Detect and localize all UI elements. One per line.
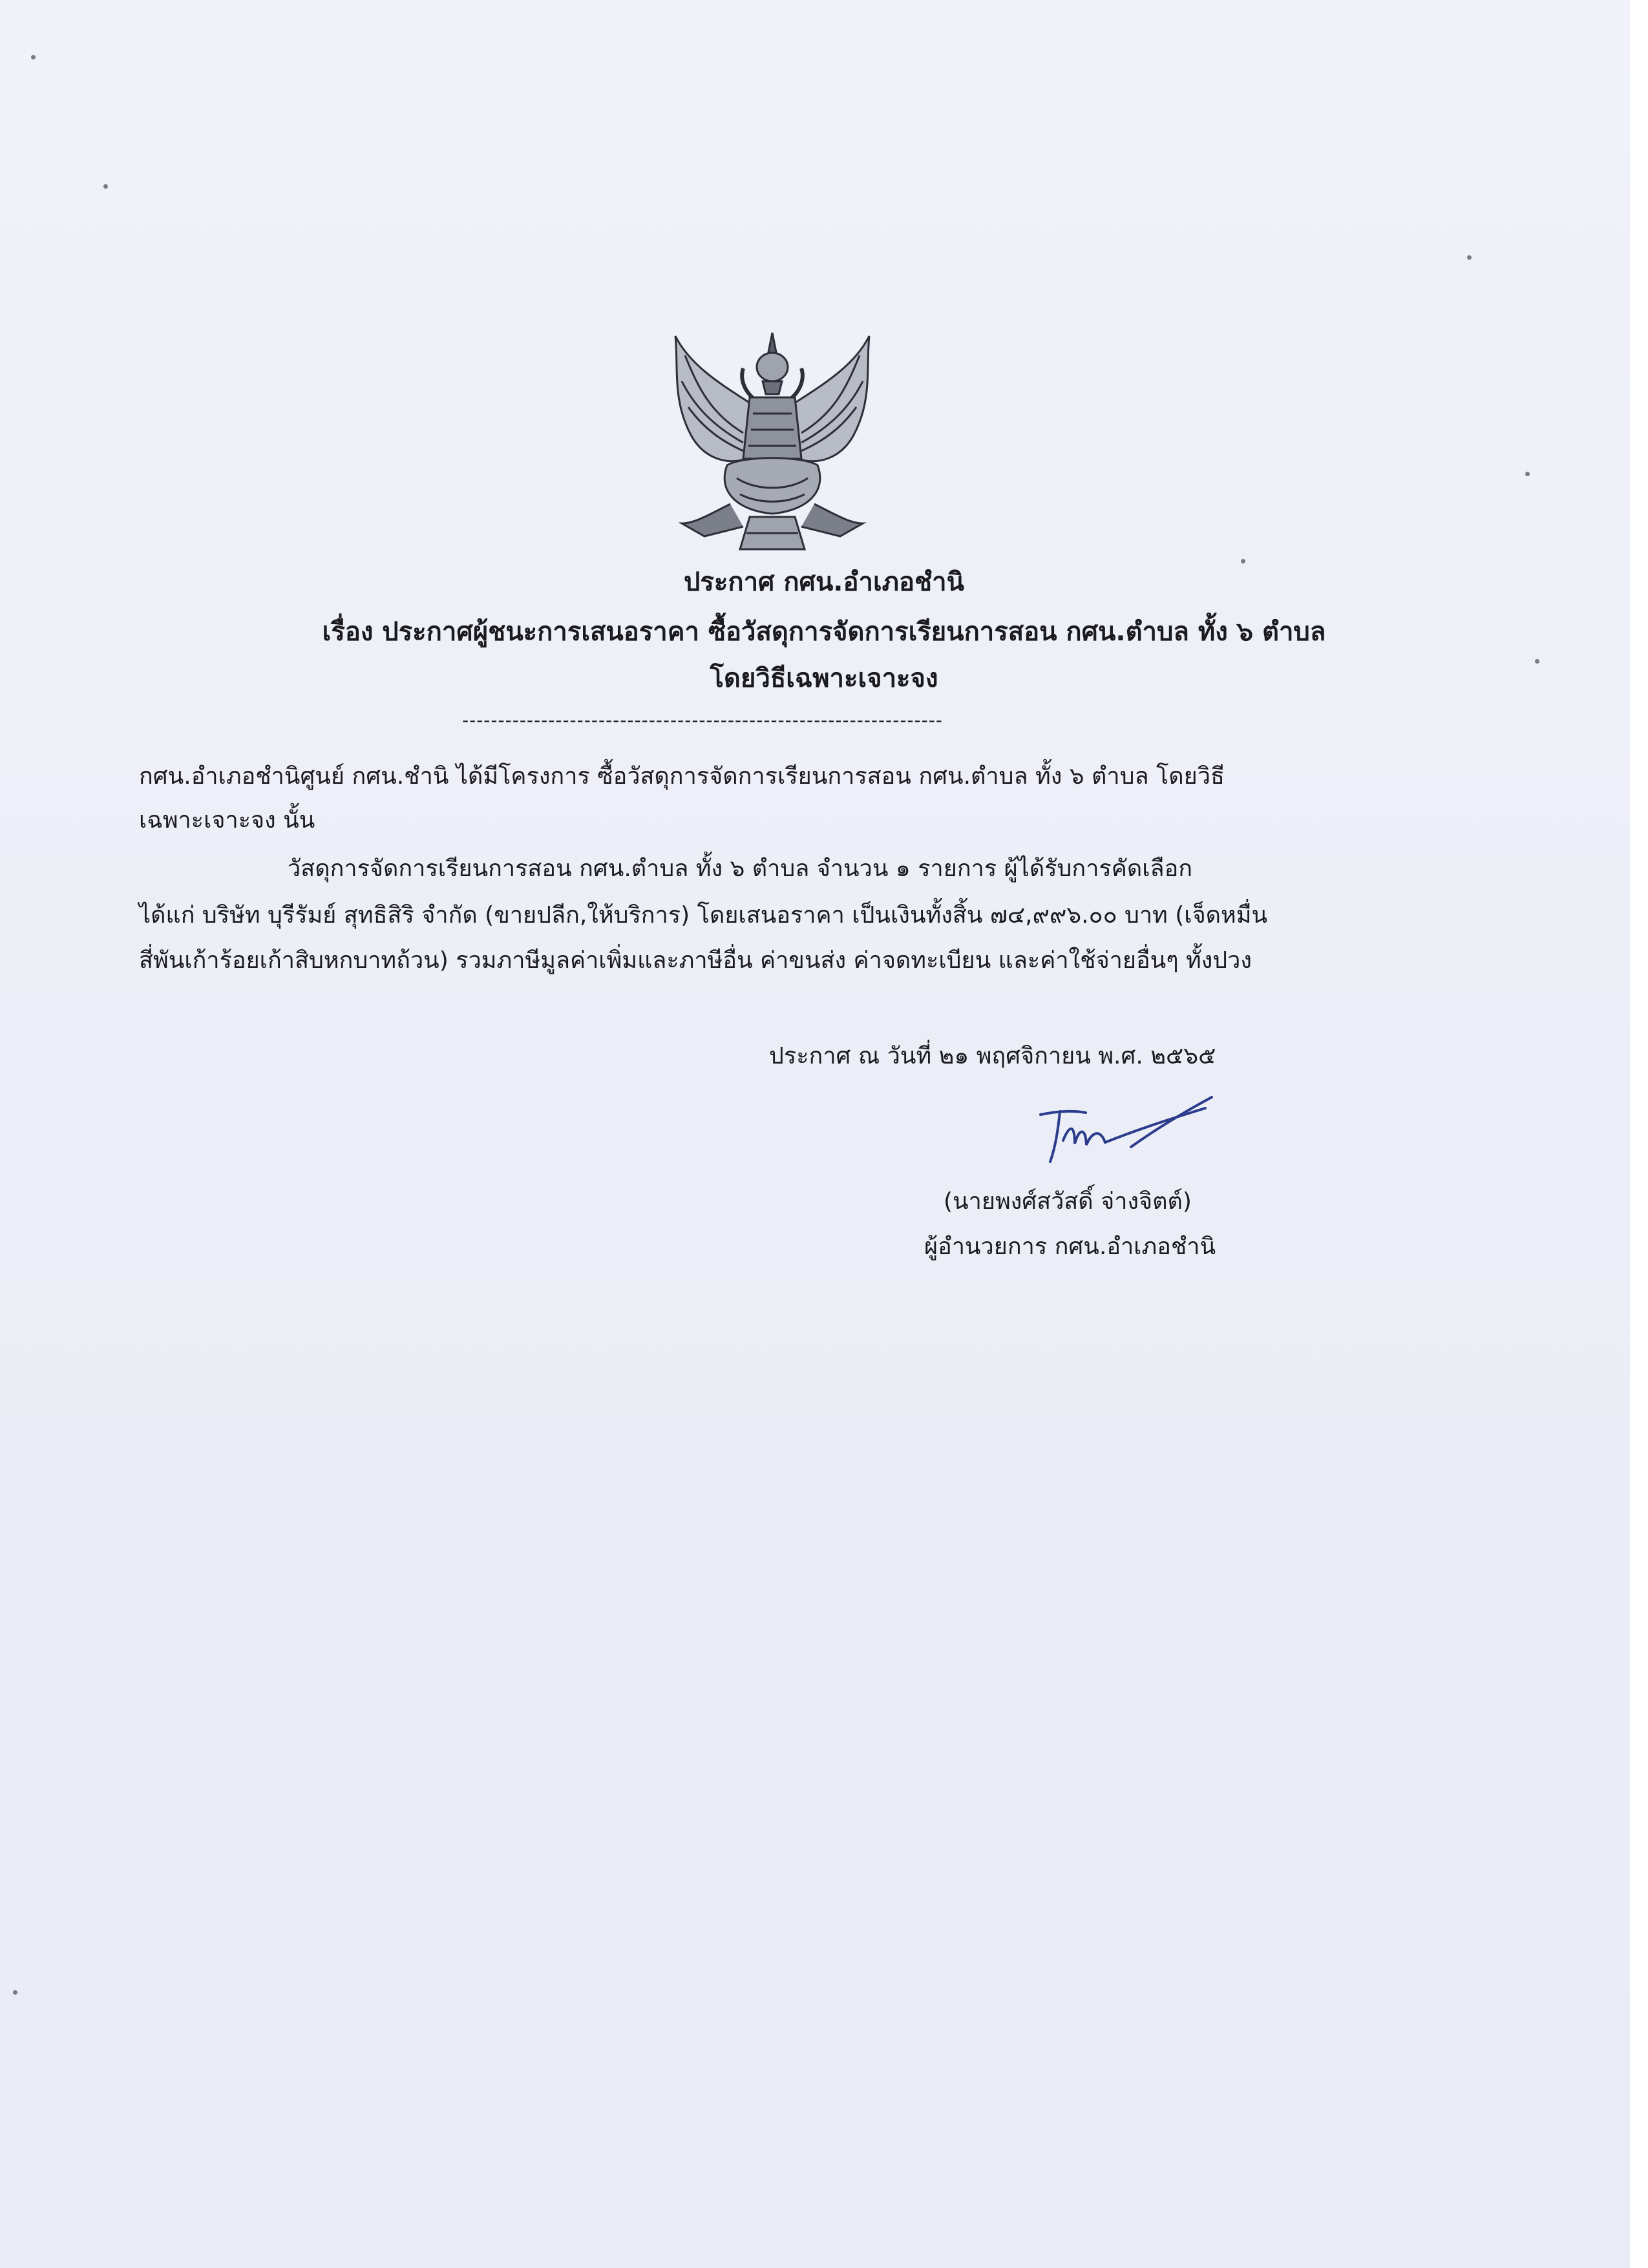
separator-line: ------------------------------------------------------------------- [462,709,943,731]
scan-speck [1467,255,1472,260]
handwritten-signature [1024,1092,1218,1166]
scan-speck [103,184,108,189]
body-paragraph-2-line-2: ได้แก่ บริษัท บุรีรัมย์ สุทธิสิริ จำกัด (ขายปลีก,ให้บริการ) โดยเสนอราคา เป็นเงินทั้งสิ้น ๗๔,๙๙๖.๐๐ บาท (เจ็ดหมื่น [139,902,1268,929]
page-edge [1630,0,1648,2268]
body-paragraph-2-line-1: วัสดุการจัดการเรียนการสอน กศน.ตำบล ทั้ง ๖ ตำบล จำนวน ๑ รายการ ผู้ได้รับการคัดเลือก [288,856,1192,882]
announcement-method: โดยวิธีเฉพาะเจาะจง [710,664,938,693]
signer-position: ผู้อำนวยการ กศน.อำเภอชำนิ [924,1234,1216,1260]
garuda-emblem-icon [666,330,879,559]
scan-speck [31,55,36,59]
body-paragraph-1-line-1: กศน.อำเภอชำนิศูนย์ กศน.ชำนิ ได้มีโครงการ ซื้อวัสดุการจัดการเรียนการสอน กศน.ตำบล ทั้ง ๖ ตำบล โดยวิธี [139,763,1225,790]
scan-speck [13,1990,17,1995]
signer-name: (นายพงศ์สวัสดิ์ จ่างจิตต์) [944,1188,1192,1215]
announcement-title: ประกาศ กศน.อำเภอชำนิ [683,567,964,597]
scan-speck [1525,472,1530,476]
announcement-date: ประกาศ ณ วันที่ ๒๑ พฤศจิกายน พ.ศ. ๒๕๖๕ [769,1043,1216,1069]
body-paragraph-1-line-2: เฉพาะเจาะจง นั้น [139,807,315,834]
announcement-subject: เรื่อง ประกาศผู้ชนะการเสนอราคา ซื้อวัสดุการจัดการเรียนการสอน กศน.ตำบล ทั้ง ๖ ตำบล [322,617,1326,647]
body-paragraph-2-line-3: สี่พันเก้าร้อยเก้าสิบหกบาทถ้วน) รวมภาษีมูลค่าเพิ่มและภาษีอื่น ค่าขนส่ง ค่าจดทะเบียน และค่าใช้จ่ายอื่นๆ ทั้งปวง [139,947,1252,974]
